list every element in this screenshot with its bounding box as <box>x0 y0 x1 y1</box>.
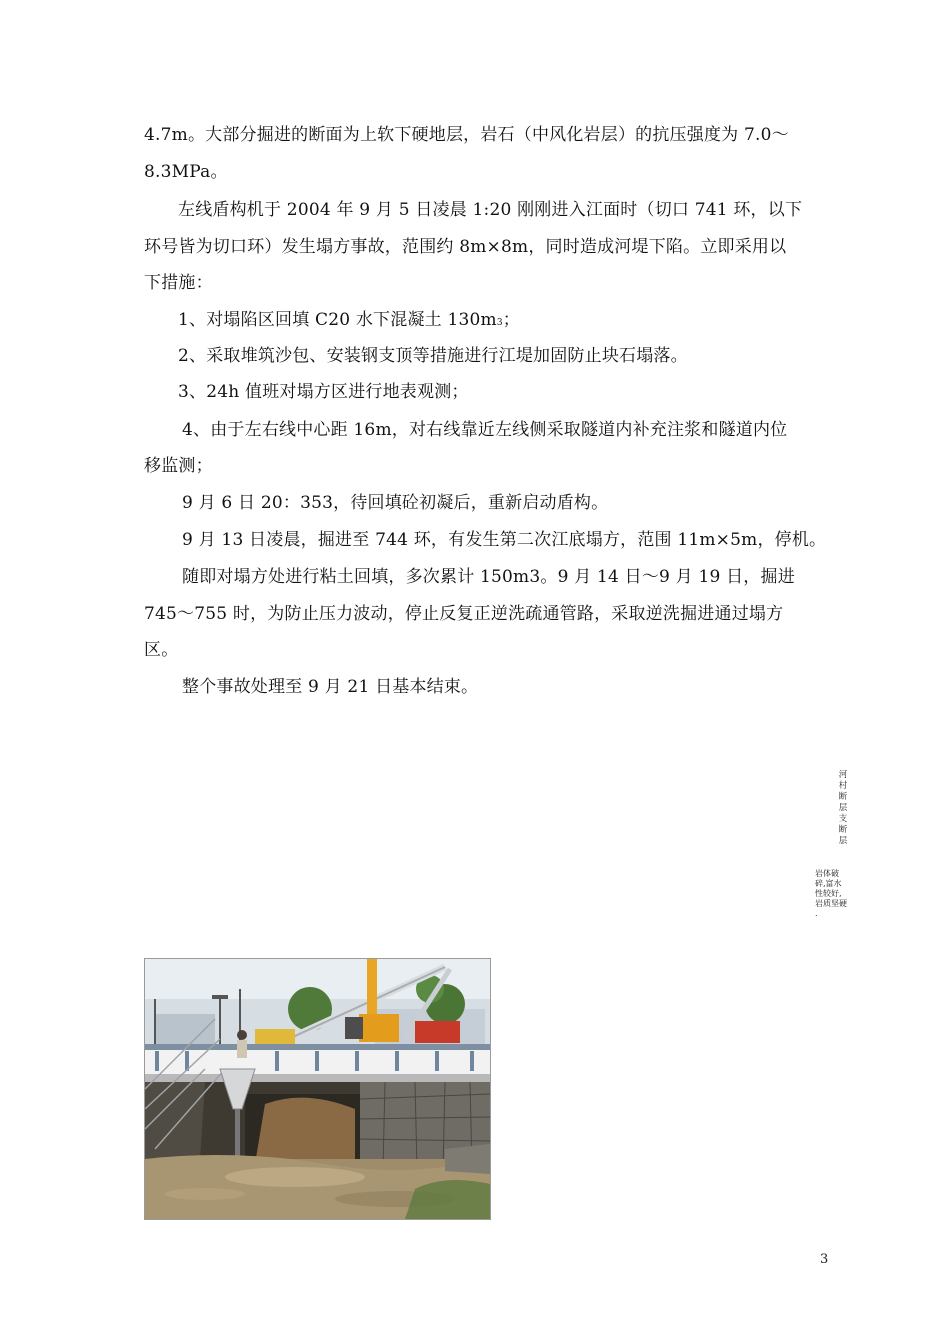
rock-description-line-3: 性较好, <box>815 889 842 898</box>
collapse-site-photo-illustration <box>145 959 490 1219</box>
measure-item-1-end: ； <box>502 310 520 330</box>
collapse-site-photo <box>144 958 491 1220</box>
paragraph-2-line-1: 左线盾构机于 2004 年 9 月 5 日凌晨 1:20 刚刚进入江面时（切口 741 环，以下 <box>178 200 803 220</box>
paragraph-1-line-2: 8.3MPa。 <box>144 162 228 182</box>
measure-item-1 <box>178 309 520 334</box>
paragraph-5-line-3: 区。 <box>144 640 179 660</box>
paragraph-1-line-1: 4.7m。大部分掘进的断面为上软下硬地层，岩石（中风化岩层）的抗压强度为 7.0～ <box>144 125 789 145</box>
rock-description-label <box>815 869 855 919</box>
paragraph-6: 整个事故处理至 9 月 21 日基本结束。 <box>182 677 479 697</box>
measure-item-3: 3、24h 值班对塌方区进行地表观测； <box>178 382 469 402</box>
paragraph-3: 9 月 6 日 20：353，待回填砼初凝后，重新启动盾构。 <box>182 493 609 513</box>
paragraph-2-line-3: 下措施： <box>144 273 213 293</box>
paragraph-5-line-1: 随即对塌方处进行粘土回填，多次累计 150m3。9 月 14 日～9 月 19 日，掘进 <box>182 567 795 587</box>
paragraph-4: 9 月 13 日凌晨，掘进至 744 环，有发生第二次江底塌方，范围 11m×5m，停机。 <box>182 530 827 550</box>
paragraph-5-line-2: 745～755 时，为防止压力波动，停止反复正逆洗疏通管路，采取逆洗掘进通过塌方 <box>144 604 784 624</box>
measure-item-1-text: 1、对塌陷区回填 C20 水下混凝土 130m <box>178 310 497 330</box>
rock-description-line-1: 岩体破 <box>815 869 839 878</box>
rock-description-line-2: 碎,富水 <box>815 879 842 888</box>
measure-item-4-line-2: 移监测； <box>144 456 213 476</box>
measure-item-1-superscript: 3 <box>496 318 503 328</box>
measure-item-2: 2、采取堆筑沙包、安装钢支顶等措施进行江堤加固防止块石塌落。 <box>178 346 688 366</box>
paragraph-2-line-2: 环号皆为切口环）发生塌方事故，范围约 8m×8m，同时造成河堤下陷。立即采用以 <box>144 237 787 257</box>
measure-item-4-line-1: 4、由于左右线中心距 16m，对右线靠近左线侧采取隧道内补充注浆和隧道内位 <box>182 420 788 440</box>
page-number: 3 <box>820 1252 829 1267</box>
rock-description-line-5: . <box>815 909 818 918</box>
rock-description-line-4: 岩质坚硬 <box>815 899 847 908</box>
fault-vertical-label: 河村断层支断层 <box>838 770 848 846</box>
